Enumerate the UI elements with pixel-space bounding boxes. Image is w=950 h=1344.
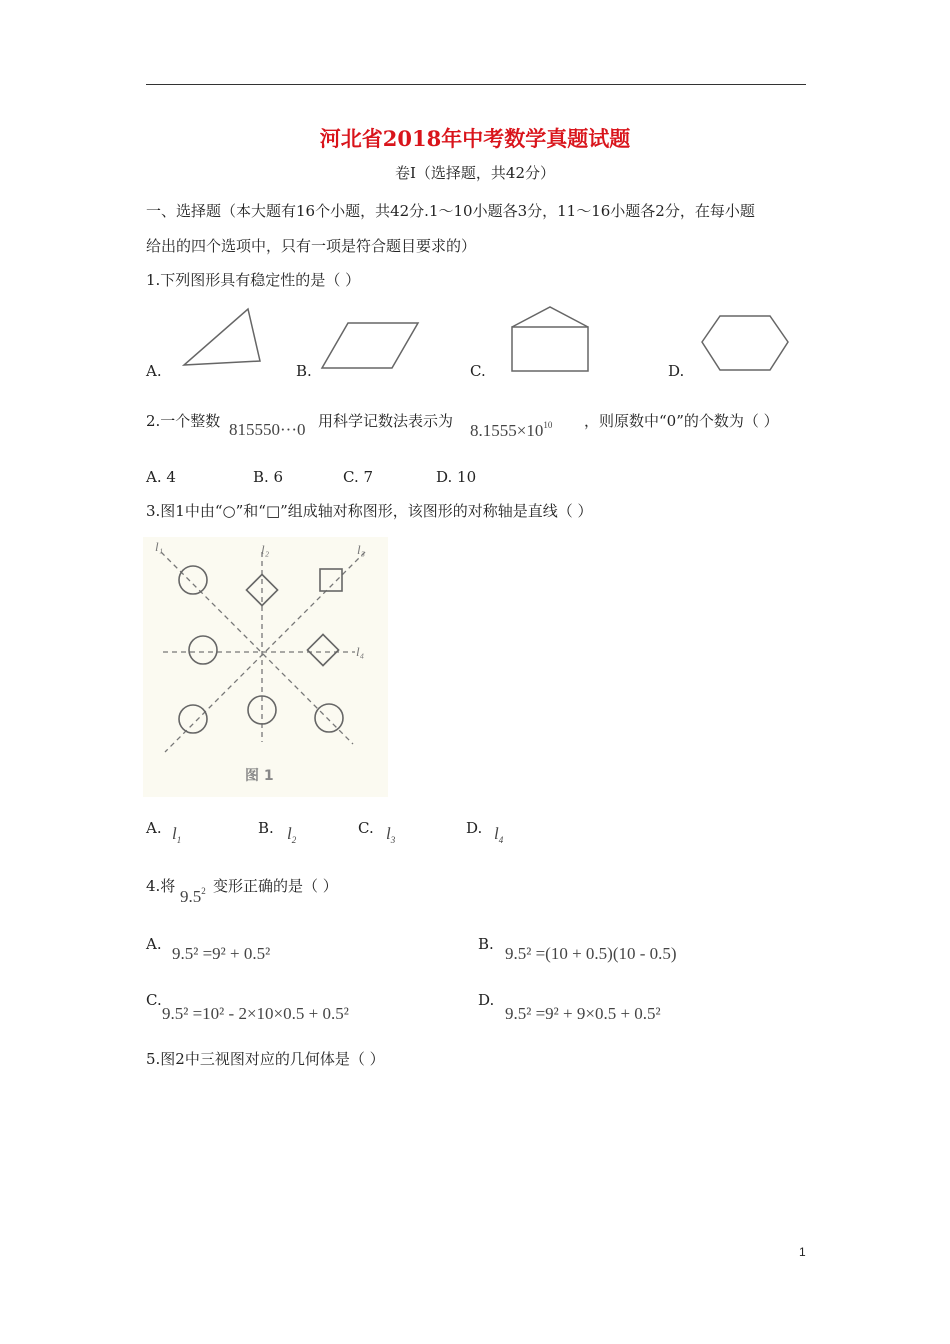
q1-option-a-label: A. xyxy=(146,362,162,380)
q1-triangle-figure xyxy=(180,305,270,375)
q4-option-b-label: B. xyxy=(478,935,494,953)
q4-option-b-formula: 9.5² =(10 + 0.5)(10 - 0.5) xyxy=(505,944,677,963)
q1-option-b-label: B. xyxy=(296,362,312,380)
q3-option-b-label: B. xyxy=(258,819,274,837)
q3-option-b-value: $l_2$ xyxy=(287,824,297,845)
q3-option-d-value: $l_4$ xyxy=(494,824,504,845)
q3-option-d-label: D. xyxy=(466,819,483,837)
q4-stem-end: 变形正确的是（ ） xyxy=(213,877,338,895)
label-l1: l₁ xyxy=(155,539,164,554)
label-l2: l₂ xyxy=(261,542,270,557)
q1-option-c-label: C. xyxy=(470,362,486,380)
q4-stem-start: 4.将 xyxy=(146,877,176,895)
q4-option-d-formula: 9.5² =9² + 9×0.5 + 0.5² xyxy=(505,1004,661,1023)
q1-stem: 1.下列图形具有稳定性的是（ ） xyxy=(146,271,361,289)
q2-stem-middle: 用科学记数法表示为 xyxy=(318,412,454,430)
q2-option-b: B. 6 xyxy=(253,468,284,486)
q1-option-d-label: D. xyxy=(668,362,685,380)
q1-hexagon-figure xyxy=(698,312,794,378)
q4-option-a-formula: 9.5² =9² + 0.5² xyxy=(172,944,271,963)
label-l3: l₃ xyxy=(357,542,366,557)
q3-figure-1 xyxy=(143,537,388,797)
q4-option-a-label: A. xyxy=(146,935,162,953)
section-intro-line2: 给出的四个选项中，只有一项是符合题目要求的） xyxy=(146,237,477,255)
square-shape-top-right xyxy=(320,569,342,591)
q2-option-c: C. 7 xyxy=(343,468,374,486)
q4-option-c-label: C. xyxy=(146,991,162,1009)
q2-scientific-notation: $8.1555\times 10^{10}$ xyxy=(470,420,553,440)
q2-number: 815550···0 xyxy=(229,420,306,439)
q3-option-a-value: $l_1$ xyxy=(172,824,182,845)
paper-subtitle: 卷Ⅰ（选择题，共42分） xyxy=(394,164,555,182)
circle-shape-middle-left xyxy=(189,636,217,664)
section-intro-line1: 一、选择题（本大题有16个小题，共42分.1～10小题各3分，11～16小题各2分，在每小题 xyxy=(146,202,755,220)
q3-option-c-label: C. xyxy=(358,819,374,837)
page-number: 1 xyxy=(799,1245,806,1259)
circle-shape-bottom-left xyxy=(179,705,207,733)
q5-stem: 5.图2中三视图对应的几何体是（ ） xyxy=(146,1050,385,1068)
q1-parallelogram-figure xyxy=(318,318,428,373)
q4-option-d-label: D. xyxy=(478,991,495,1009)
q1-house-figure xyxy=(506,303,596,375)
q3-stem: 3.图1中由“○”和“□”组成轴对称图形，该图形的对称轴是直线（ ） xyxy=(146,502,593,520)
header-rule xyxy=(146,84,806,85)
q2-stem-end: ，则原数中“0”的个数为（ ） xyxy=(584,412,779,430)
q3-option-a-label: A. xyxy=(146,819,162,837)
q3-option-c-value: $l_3$ xyxy=(386,824,396,845)
q4-option-c-formula: 9.5² =10² - 2×10×0.5 + 0.5² xyxy=(162,1004,349,1023)
q4-expression: $9.5^2$ xyxy=(180,886,206,906)
page-title: 河北省2018年中考数学真题试题 xyxy=(319,126,631,151)
figure-caption: 图 1 xyxy=(245,768,274,784)
circle-shape-bottom-right xyxy=(315,704,343,732)
label-l4: l₄ xyxy=(356,644,365,659)
circle-shape-top-left xyxy=(179,566,207,594)
diamond-shape-middle-right xyxy=(307,634,338,665)
q2-stem-start: 2.一个整数 xyxy=(146,412,221,430)
q2-option-d: D. 10 xyxy=(436,468,477,486)
q2-option-a: A. 4 xyxy=(146,468,176,486)
